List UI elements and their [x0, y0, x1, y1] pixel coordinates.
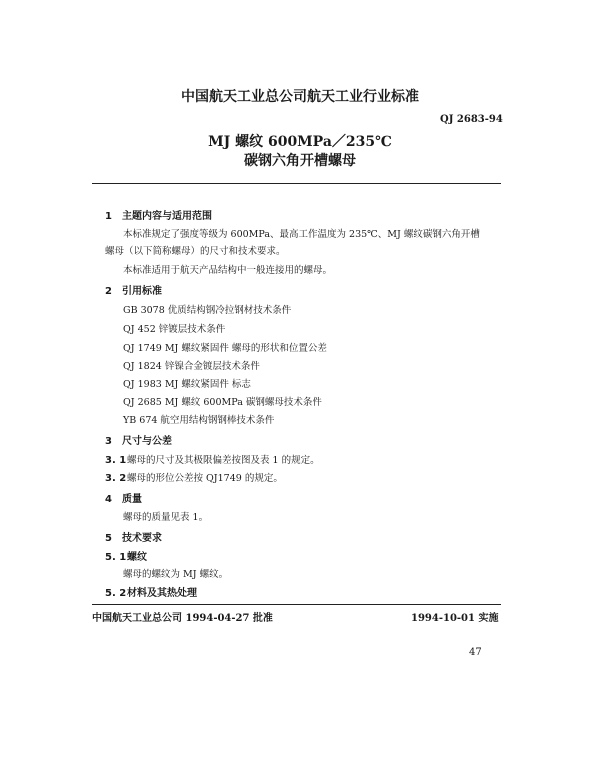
clause-title: 材料及其热处理 [127, 588, 197, 599]
reference-item: QJ 1983 MJ 螺纹紧固件 标志 [123, 379, 251, 390]
section-title: 技术要求 [122, 533, 162, 544]
section-1-para-2: 本标准适用于航天产品结构中一般连接用的螺母。 [123, 265, 333, 276]
title-divider [92, 183, 501, 184]
clause-number: 3. 2 [105, 473, 127, 484]
section-number: 4 [105, 494, 112, 505]
section-number: 1 [105, 211, 112, 222]
section-title: 尺寸与公差 [122, 436, 172, 447]
clause-3-2 [105, 470, 283, 484]
clause-5-1-text: 螺母的螺纹为 MJ 螺纹。 [123, 569, 229, 580]
section-number: 3 [105, 436, 112, 447]
section-number: 5 [105, 533, 112, 544]
organization-header: 中国航天工业总公司航天工业行业标准 [181, 89, 419, 105]
section-5-heading [105, 529, 162, 544]
clause-number: 5. 2 [105, 588, 127, 599]
reference-item: QJ 452 锌镀层技术条件 [123, 324, 226, 335]
clause-text: 螺母的形位公差按 QJ1749 的规定。 [127, 473, 283, 484]
section-number: 2 [105, 286, 112, 297]
reference-item: QJ 1749 MJ 螺纹紧固件 螺母的形状和位置公差 [123, 343, 327, 354]
clause-number: 5. 1 [105, 552, 127, 563]
effective-date: 1994-10-01 实施 [411, 613, 499, 624]
approval-line: 中国航天工业总公司 1994-04-27 批准 [92, 613, 273, 624]
clause-5-2-heading [105, 584, 197, 599]
footer-divider [92, 604, 501, 605]
reference-item: QJ 2685 MJ 螺纹 600MPa 碳钢螺母技术条件 [123, 397, 322, 408]
clause-3-1 [105, 452, 320, 466]
section-1-heading [105, 207, 212, 222]
reference-item: GB 3078 优质结构钢冷拉钢材技术条件 [123, 305, 292, 316]
clause-title: 螺纹 [127, 552, 147, 563]
page-number: 47 [469, 647, 482, 658]
clause-5-1-heading [105, 548, 147, 563]
section-2-heading [105, 282, 162, 297]
section-1-para-1-line-2: 螺母（以下简称螺母）的尺寸和技术要求。 [105, 246, 286, 257]
clause-text: 螺母的尺寸及其极限偏差按图及表 1 的规定。 [127, 455, 320, 466]
section-4-para: 螺母的质量见表 1。 [123, 512, 209, 523]
section-4-heading [105, 490, 142, 505]
title-line-2: 碳钢六角开槽螺母 [244, 153, 356, 169]
reference-item: QJ 1824 锌镍合金镀层技术条件 [123, 361, 260, 372]
clause-number: 3. 1 [105, 455, 127, 466]
section-title: 引用标准 [122, 286, 162, 297]
standard-code: QJ 2683-94 [440, 114, 503, 125]
reference-item: YB 674 航空用结构钢钢棒技术条件 [123, 415, 275, 426]
section-title: 质量 [122, 494, 142, 505]
section-3-heading [105, 432, 172, 447]
section-title: 主题内容与适用范围 [122, 211, 212, 222]
title-line-1: MJ 螺纹 600MPa／235℃ [208, 134, 392, 150]
section-1-para-1-line-1: 本标准规定了强度等级为 600MPa、最高工作温度为 235℃、MJ 螺纹碳钢六角开槽 [123, 229, 480, 240]
